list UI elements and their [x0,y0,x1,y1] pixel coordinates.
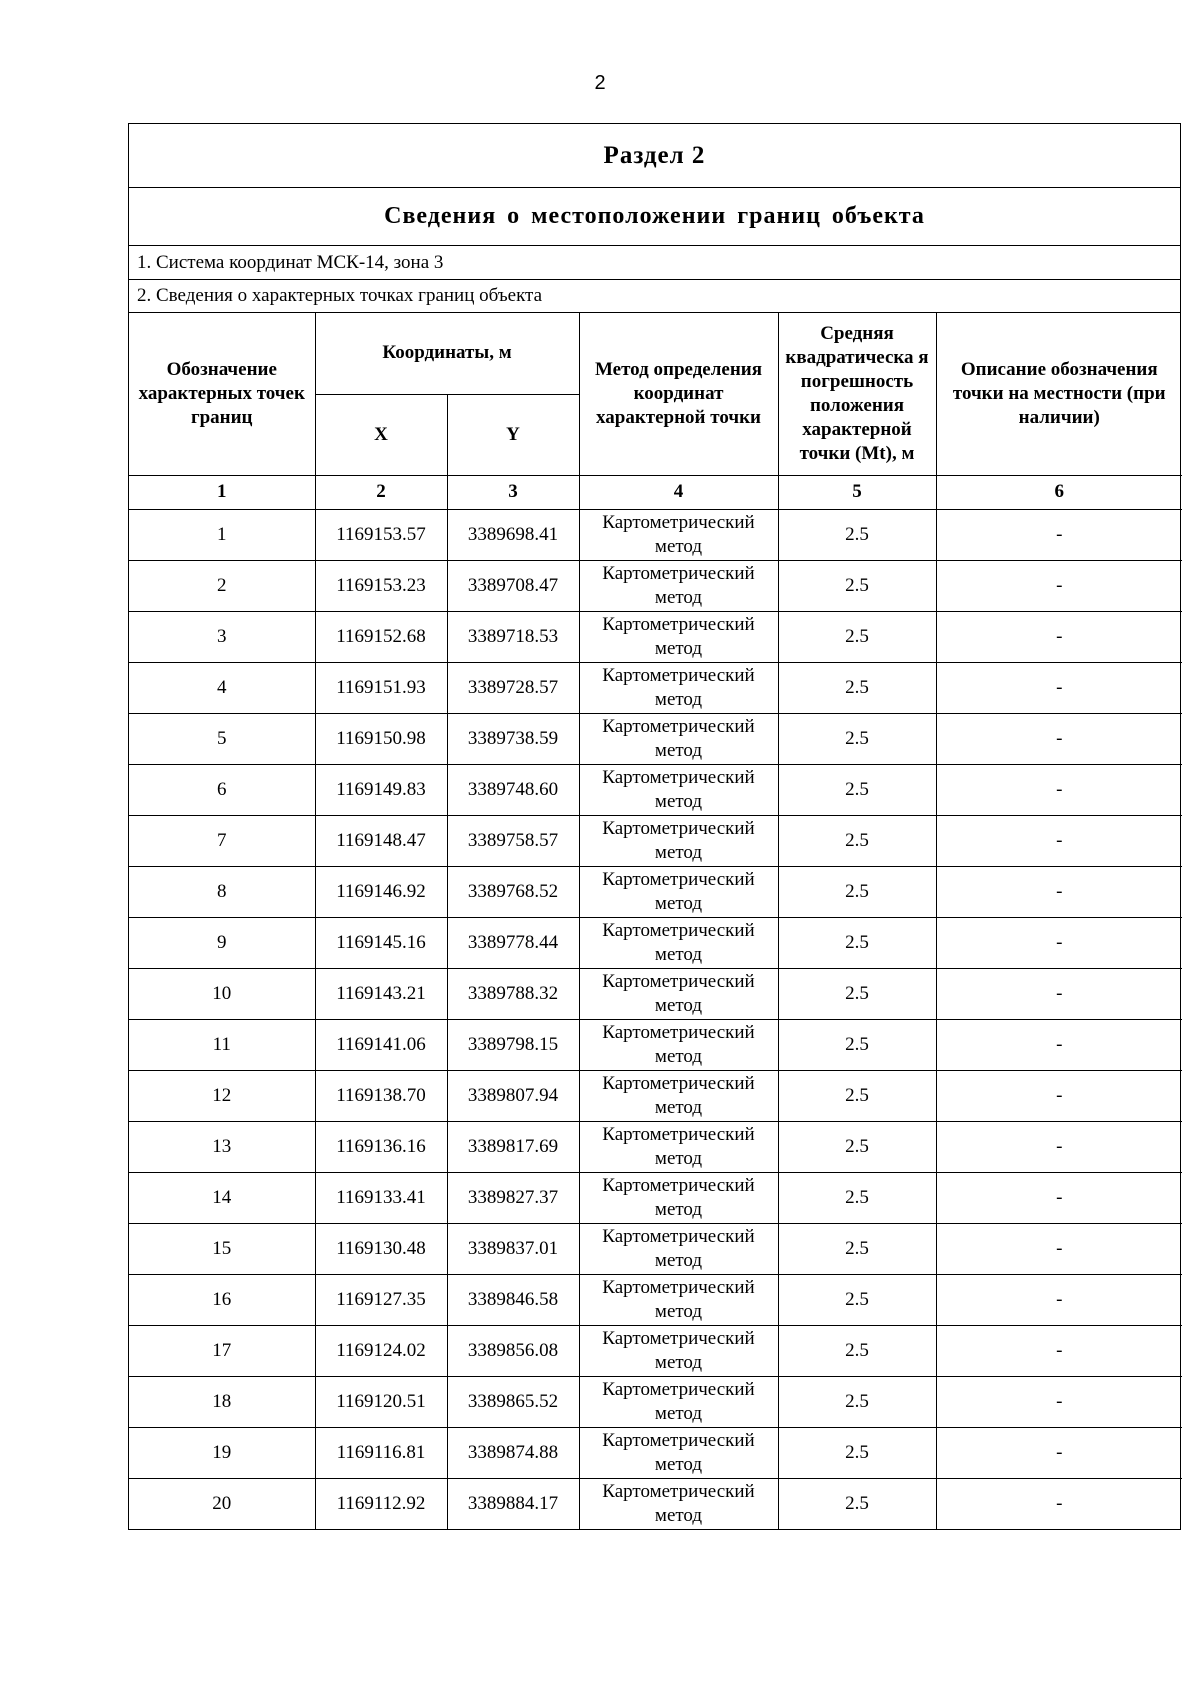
coordinate-system-line: 1. Система координат МСК-14, зона 3 [129,246,1180,280]
x-coordinate-cell: 1169116.81 [315,1427,447,1478]
x-coordinate-cell: 1169120.51 [315,1376,447,1427]
x-coordinate-cell: 1169130.48 [315,1223,447,1274]
table-row [129,662,1182,713]
point-number-cell: 14 [129,1172,315,1223]
error-cell: 2.5 [778,713,936,764]
method-cell: Картометрический метод [579,1172,778,1223]
section-title: Раздел 2 [129,124,1180,188]
header-description: Описание обозначения точки на местности (при наличии) [936,313,1182,475]
table-row [129,1019,1182,1070]
point-number-cell: 17 [129,1325,315,1376]
column-number: 2 [315,475,447,509]
x-coordinate-cell: 1169136.16 [315,1121,447,1172]
y-coordinate-cell: 3389874.88 [447,1427,579,1478]
description-cell: - [936,866,1182,917]
error-cell: 2.5 [778,1325,936,1376]
table-row [129,1172,1182,1223]
boundary-section-sheet [128,123,1181,1530]
y-coordinate-cell: 3389748.60 [447,764,579,815]
table-row [129,1070,1182,1121]
method-cell: Картометрический метод [579,509,778,560]
y-coordinate-cell: 3389788.32 [447,968,579,1019]
method-cell: Картометрический метод [579,1274,778,1325]
method-cell: Картометрический метод [579,866,778,917]
error-cell: 2.5 [778,1376,936,1427]
table-row [129,1376,1182,1427]
description-cell: - [936,1223,1182,1274]
method-cell: Картометрический метод [579,1376,778,1427]
header-coordinates: Координаты, м [315,313,579,394]
x-coordinate-cell: 1169148.47 [315,815,447,866]
description-cell: - [936,764,1182,815]
point-number-cell: 1 [129,509,315,560]
table-row [129,764,1182,815]
x-coordinate-cell: 1169153.57 [315,509,447,560]
x-coordinate-cell: 1169133.41 [315,1172,447,1223]
y-coordinate-cell: 3389865.52 [447,1376,579,1427]
method-cell: Картометрический метод [579,1223,778,1274]
method-cell: Картометрический метод [579,764,778,815]
error-cell: 2.5 [778,815,936,866]
description-cell: - [936,917,1182,968]
error-cell: 2.5 [778,764,936,815]
y-coordinate-cell: 3389856.08 [447,1325,579,1376]
y-coordinate-cell: 3389846.58 [447,1274,579,1325]
description-cell: - [936,560,1182,611]
x-coordinate-cell: 1169152.68 [315,611,447,662]
error-cell: 2.5 [778,611,936,662]
point-number-cell: 6 [129,764,315,815]
x-coordinate-cell: 1169149.83 [315,764,447,815]
section-subtitle: Сведения о местоположении границ объекта [129,188,1180,246]
description-cell: - [936,1121,1182,1172]
column-number: 4 [579,475,778,509]
y-coordinate-cell: 3389778.44 [447,917,579,968]
method-cell: Картометрический метод [579,1019,778,1070]
description-cell: - [936,1019,1182,1070]
point-number-cell: 2 [129,560,315,611]
method-cell: Картометрический метод [579,1325,778,1376]
table-row [129,1121,1182,1172]
table-row [129,968,1182,1019]
point-number-cell: 4 [129,662,315,713]
x-coordinate-cell: 1169124.02 [315,1325,447,1376]
point-number-cell: 8 [129,866,315,917]
y-coordinate-cell: 3389817.69 [447,1121,579,1172]
y-coordinate-cell: 3389738.59 [447,713,579,764]
y-coordinate-cell: 3389827.37 [447,1172,579,1223]
column-number: 5 [778,475,936,509]
header-point-designation: Обозначение характерных точек границ [129,313,315,475]
method-cell: Картометрический метод [579,815,778,866]
x-coordinate-cell: 1169151.93 [315,662,447,713]
method-cell: Картометрический метод [579,713,778,764]
method-cell: Картометрический метод [579,917,778,968]
table-row [129,611,1182,662]
table-row [129,713,1182,764]
point-number-cell: 13 [129,1121,315,1172]
header-y: Y [447,394,579,475]
description-cell: - [936,611,1182,662]
y-coordinate-cell: 3389837.01 [447,1223,579,1274]
header-error: Средняя квадратическа я погрешность положения характерной точки (Mt), м [778,313,936,475]
table-row [129,1427,1182,1478]
x-coordinate-cell: 1169146.92 [315,866,447,917]
point-number-cell: 15 [129,1223,315,1274]
boundary-points-table [129,313,1182,1529]
description-cell: - [936,713,1182,764]
header-method: Метод определения координат характерной точки [579,313,778,475]
y-coordinate-cell: 3389884.17 [447,1478,579,1529]
error-cell: 2.5 [778,1070,936,1121]
error-cell: 2.5 [778,866,936,917]
x-coordinate-cell: 1169145.16 [315,917,447,968]
x-coordinate-cell: 1169150.98 [315,713,447,764]
error-cell: 2.5 [778,662,936,713]
error-cell: 2.5 [778,560,936,611]
description-cell: - [936,1325,1182,1376]
description-cell: - [936,1478,1182,1529]
x-coordinate-cell: 1169141.06 [315,1019,447,1070]
point-number-cell: 7 [129,815,315,866]
y-coordinate-cell: 3389718.53 [447,611,579,662]
method-cell: Картометрический метод [579,560,778,611]
error-cell: 2.5 [778,1172,936,1223]
table-row [129,509,1182,560]
error-cell: 2.5 [778,1478,936,1529]
x-coordinate-cell: 1169143.21 [315,968,447,1019]
point-number-cell: 19 [129,1427,315,1478]
point-number-cell: 10 [129,968,315,1019]
method-cell: Картометрический метод [579,662,778,713]
description-cell: - [936,1172,1182,1223]
description-cell: - [936,815,1182,866]
method-cell: Картометрический метод [579,1121,778,1172]
table-row [129,560,1182,611]
method-cell: Картометрический метод [579,1478,778,1529]
y-coordinate-cell: 3389728.57 [447,662,579,713]
table-row [129,815,1182,866]
column-number: 3 [447,475,579,509]
error-cell: 2.5 [778,509,936,560]
column-number: 1 [129,475,315,509]
description-cell: - [936,1274,1182,1325]
x-coordinate-cell: 1169138.70 [315,1070,447,1121]
point-number-cell: 9 [129,917,315,968]
description-cell: - [936,1427,1182,1478]
point-number-cell: 3 [129,611,315,662]
error-cell: 2.5 [778,1223,936,1274]
description-cell: - [936,509,1182,560]
description-cell: - [936,662,1182,713]
x-coordinate-cell: 1169112.92 [315,1478,447,1529]
error-cell: 2.5 [778,968,936,1019]
y-coordinate-cell: 3389698.41 [447,509,579,560]
description-cell: - [936,1376,1182,1427]
point-number-cell: 20 [129,1478,315,1529]
y-coordinate-cell: 3389798.15 [447,1019,579,1070]
y-coordinate-cell: 3389708.47 [447,560,579,611]
x-coordinate-cell: 1169127.35 [315,1274,447,1325]
header-x: X [315,394,447,475]
table-row [129,1274,1182,1325]
point-number-cell: 16 [129,1274,315,1325]
error-cell: 2.5 [778,1274,936,1325]
y-coordinate-cell: 3389768.52 [447,866,579,917]
y-coordinate-cell: 3389807.94 [447,1070,579,1121]
method-cell: Картометрический метод [579,1427,778,1478]
table-row [129,917,1182,968]
error-cell: 2.5 [778,1019,936,1070]
point-number-cell: 12 [129,1070,315,1121]
x-coordinate-cell: 1169153.23 [315,560,447,611]
description-cell: - [936,1070,1182,1121]
error-cell: 2.5 [778,1427,936,1478]
description-cell: - [936,968,1182,1019]
method-cell: Картометрический метод [579,611,778,662]
points-info-line: 2. Сведения о характерных точках границ объекта [129,280,1180,313]
point-number-cell: 11 [129,1019,315,1070]
table-row [129,866,1182,917]
page-number: 2 [594,72,606,94]
column-number: 6 [936,475,1182,509]
method-cell: Картометрический метод [579,1070,778,1121]
error-cell: 2.5 [778,1121,936,1172]
table-row [129,1223,1182,1274]
point-number-cell: 5 [129,713,315,764]
error-cell: 2.5 [778,917,936,968]
table-row [129,1478,1182,1529]
method-cell: Картометрический метод [579,968,778,1019]
point-number-cell: 18 [129,1376,315,1427]
table-row [129,1325,1182,1376]
y-coordinate-cell: 3389758.57 [447,815,579,866]
